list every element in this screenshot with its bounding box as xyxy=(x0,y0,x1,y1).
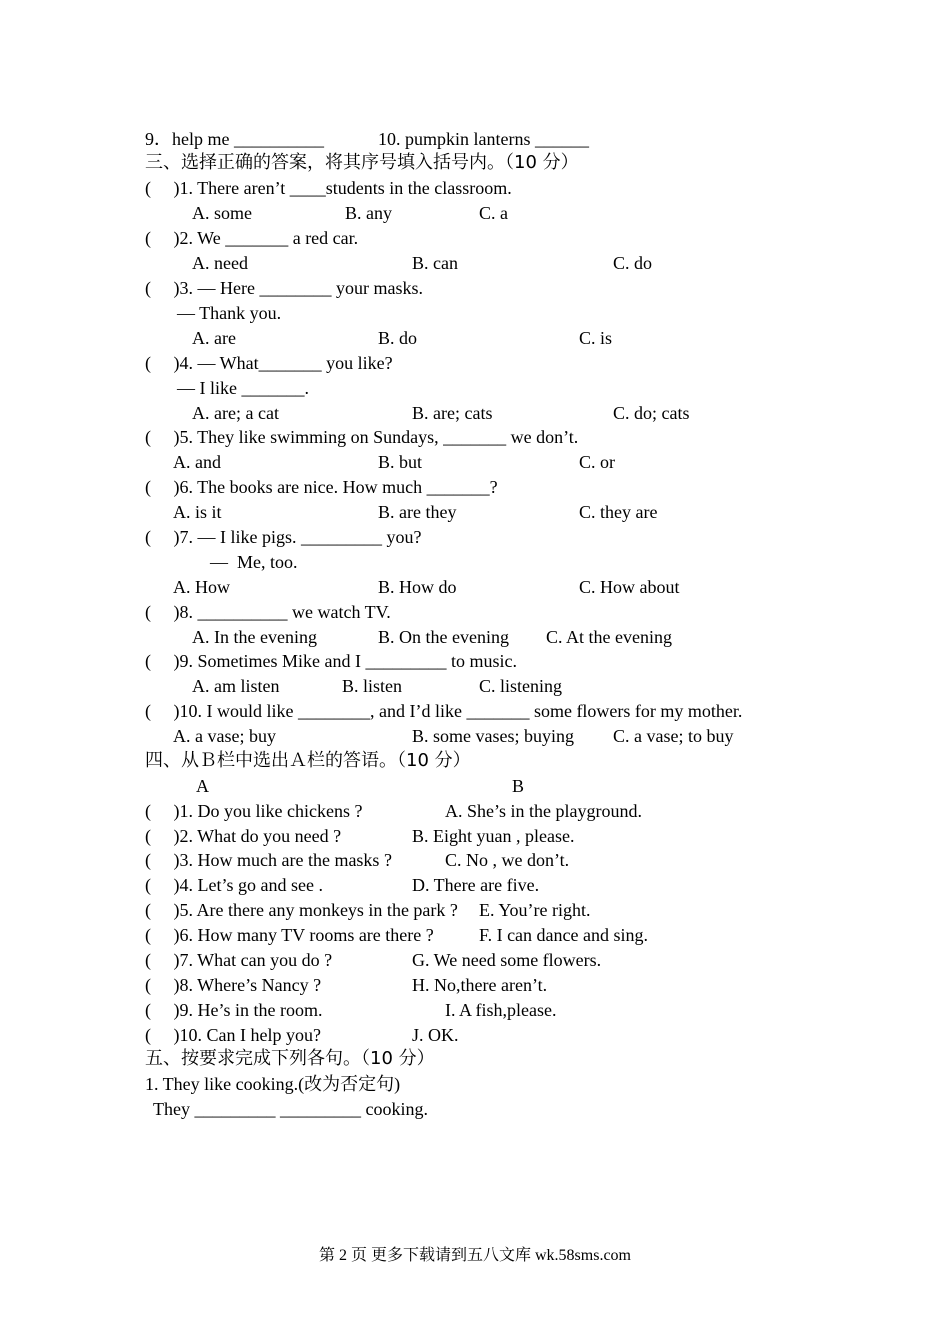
s3-q1-option-a: A. some xyxy=(192,203,252,223)
s3-q7-option-b: B. How do xyxy=(378,577,457,597)
s3-q8-stem: ( )8. __________ we watch TV. xyxy=(145,602,391,622)
section-4-title: 四、从Ｂ栏中选出Ａ栏的答语。（10 分） xyxy=(145,750,471,771)
s4-row8-a: ( )8. Where’s Nancy ? xyxy=(145,975,322,995)
s3-q8-option-a: A. In the evening xyxy=(192,627,317,647)
s4-row5-b: E. You’re right. xyxy=(479,900,591,920)
s3-q3-stem: ( )3. — Here ________ your masks. xyxy=(145,278,423,298)
s3-q6-option-c: C. they are xyxy=(579,502,658,522)
s3-q1-stem: ( )1. There aren’t ____students in the classroom. xyxy=(145,178,512,198)
s3-q9-option-b: B. listen xyxy=(342,676,403,696)
s4-row2-b: B. Eight yuan , please. xyxy=(412,826,575,846)
s3-q9-stem: ( )9. Sometimes Mike and I _________ to music. xyxy=(145,651,517,671)
s3-q7-reply: — Me, too. xyxy=(210,552,298,572)
s3-q2-option-b: B. can xyxy=(412,253,458,273)
s3-q7-stem: ( )7. — I like pigs. _________ you? xyxy=(145,527,422,547)
s3-q2-option-c: C. do xyxy=(613,253,653,273)
s3-q5-stem: ( )5. They like swimming on Sundays, _______ we don’t. xyxy=(145,427,579,447)
s3-q9-option-c: C. listening xyxy=(479,676,563,696)
section-3-title: 三、选择正确的答案，将其序号填入括号内。（10 分） xyxy=(145,152,579,173)
s4-row1-b: A. She’s in the playground. xyxy=(445,801,642,821)
s3-q4-option-a: A. are; a cat xyxy=(192,403,279,423)
s5-q1-answer: They _________ _________ cooking. xyxy=(153,1099,428,1119)
s4-row10-b: J. OK. xyxy=(412,1025,459,1045)
s3-q9-option-a: A. am listen xyxy=(192,676,280,696)
s3-q2-option-a: A. need xyxy=(192,253,248,273)
s3-q10-stem: ( )10. I would like ________, and I’d like _______ some flowers for my mother. xyxy=(145,701,743,721)
s4-row3-b: C. No , we don’t. xyxy=(445,850,570,870)
s5-q1: 1. They like cooking.(改为否定句) xyxy=(145,1074,401,1094)
s3-q3-option-b: B. do xyxy=(378,328,418,348)
s3-q5-option-c: C. or xyxy=(579,452,615,472)
item-9: 9．help me __________ xyxy=(145,129,324,149)
s4-row9-b: I. A fish,please. xyxy=(445,1000,557,1020)
s3-q8-option-c: C. At the evening xyxy=(546,627,672,647)
s4-row5-a: ( )5. Are there any monkeys in the park ? xyxy=(145,900,458,920)
s4-row8-b: H. No,there aren’t. xyxy=(412,975,548,995)
s3-q4-reply: — I like _______. xyxy=(177,378,309,398)
s3-q6-stem: ( )6. The books are nice. How much _______? xyxy=(145,477,498,497)
s3-q7-option-c: C. How about xyxy=(579,577,680,597)
s3-q2-stem: ( )2. We _______ a red car. xyxy=(145,228,359,248)
s3-q7-option-a: A. How xyxy=(173,577,230,597)
s3-q3-reply: — Thank you. xyxy=(177,303,282,323)
s4-row4-b: D. There are five. xyxy=(412,875,540,895)
s4-row6-a: ( )6. How many TV rooms are there ? xyxy=(145,925,434,945)
column-a-header: A xyxy=(196,776,209,796)
s3-q8-option-b: B. On the evening xyxy=(378,627,509,647)
s3-q4-option-c: C. do; cats xyxy=(613,403,690,423)
s3-q4-option-b: B. are; cats xyxy=(412,403,493,423)
s4-row6-b: F. I can dance and sing. xyxy=(479,925,649,945)
s3-q3-option-a: A. are xyxy=(192,328,236,348)
s3-q6-option-b: B. are they xyxy=(378,502,457,522)
s3-q10-option-c: C. a vase; to buy xyxy=(613,726,734,746)
s3-q1-option-b: B. any xyxy=(345,203,392,223)
item-10: 10. pumpkin lanterns ______ xyxy=(378,129,589,149)
s3-q4-stem: ( )4. — What_______ you like? xyxy=(145,353,393,373)
s4-row4-a: ( )4. Let’s go and see . xyxy=(145,875,323,895)
s3-q5-option-b: B. but xyxy=(378,452,423,472)
s4-row7-a: ( )7. What can you do ? xyxy=(145,950,333,970)
s3-q10-option-a: A. a vase; buy xyxy=(173,726,276,746)
s3-q10-option-b: B. some vases; buying xyxy=(412,726,574,746)
s4-row10-a: ( )10. Can I help you? xyxy=(145,1025,321,1045)
s3-q5-option-a: A. and xyxy=(173,452,221,472)
s4-row3-a: ( )3. How much are the masks ? xyxy=(145,850,392,870)
s4-row9-a: ( )9. He’s in the room. xyxy=(145,1000,323,1020)
s3-q1-option-c: C. a xyxy=(479,203,508,223)
s3-q6-option-a: A. is it xyxy=(173,502,222,522)
s4-row2-a: ( )2. What do you need ? xyxy=(145,826,342,846)
page-footer: 第 2 页 更多下载请到五八文库 wk.58sms.com xyxy=(318,1247,631,1264)
column-b-header: B xyxy=(512,776,525,796)
section-5-title: 五、按要求完成下列各句。（10 分） xyxy=(145,1048,435,1069)
s4-row1-a: ( )1. Do you like chickens ? xyxy=(145,801,363,821)
s3-q3-option-c: C. is xyxy=(579,328,613,348)
s4-row7-b: G. We need some flowers. xyxy=(412,950,602,970)
